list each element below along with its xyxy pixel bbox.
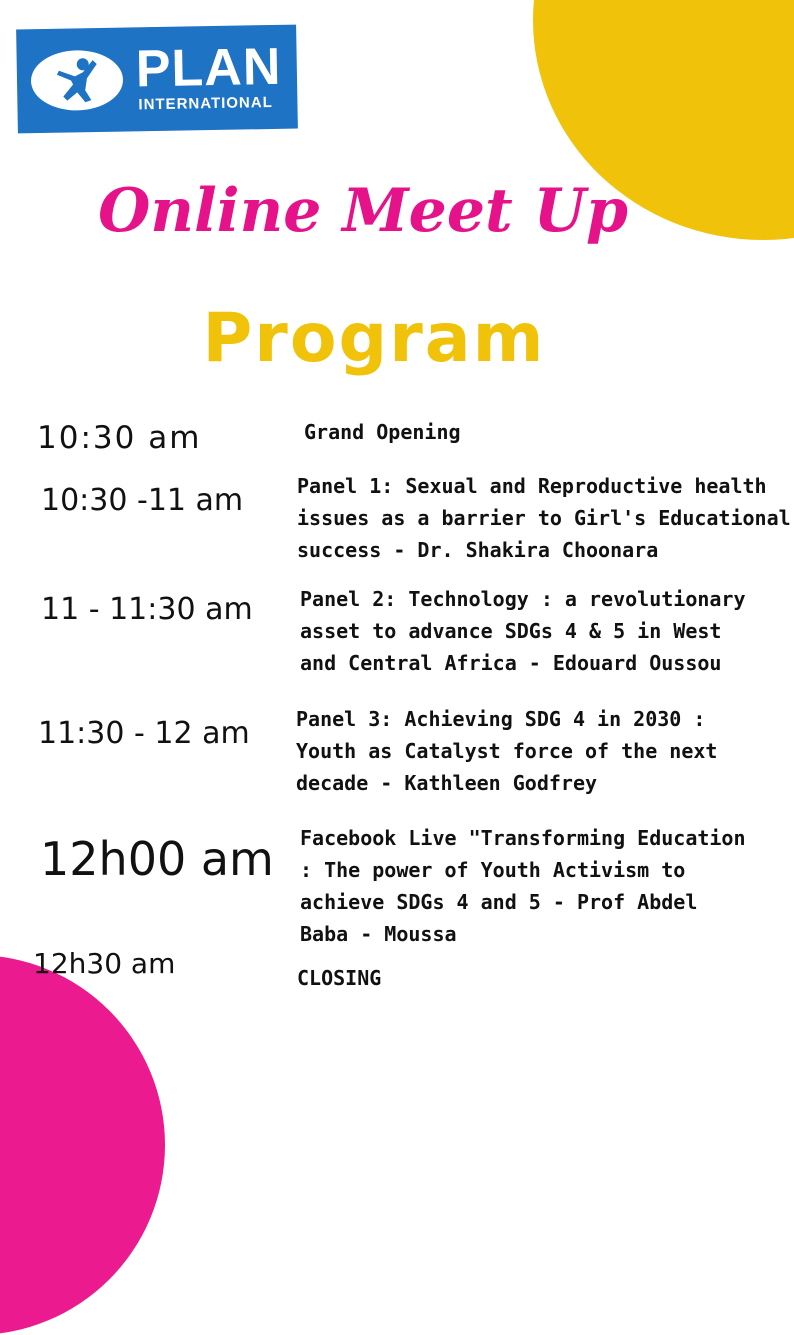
page-subtitle: Program bbox=[202, 299, 546, 378]
pink-circle-decoration bbox=[0, 955, 165, 1335]
desc-line: success - Dr. Shakira Choonara bbox=[297, 538, 659, 562]
desc-closing bbox=[297, 962, 381, 994]
desc-line: achieve SDGs 4 and 5 - Prof Abdel bbox=[300, 890, 698, 914]
desc-line: Panel 3: Achieving SDG 4 in 2030 : bbox=[296, 707, 706, 731]
logo-word: PLAN bbox=[135, 37, 282, 99]
desc-line: decade - Kathleen Godfrey bbox=[296, 771, 598, 795]
time-facebook-live: 12h00 am bbox=[40, 832, 274, 886]
desc-line: CLOSING bbox=[297, 966, 382, 990]
desc-line: : The power of Youth Activism to bbox=[300, 858, 686, 882]
time-opening: 10:30 am bbox=[37, 420, 202, 456]
desc-panel-1 bbox=[297, 470, 791, 566]
desc-line: Baba - Moussa bbox=[300, 922, 457, 946]
desc-panel-3 bbox=[296, 703, 717, 799]
desc-line: Panel 2: Technology : a revolutionary bbox=[300, 587, 746, 611]
desc-line: Facebook Live "Transforming Education bbox=[300, 826, 746, 850]
time-panel-2: 11 - 11:30 am bbox=[41, 592, 253, 627]
desc-panel-2 bbox=[300, 583, 746, 679]
logo-subword: INTERNATIONAL bbox=[138, 93, 273, 114]
desc-line: issues as a barrier to Girl's Educational bbox=[297, 506, 791, 530]
time-panel-1: 10:30 -11 am bbox=[41, 483, 244, 518]
desc-line: asset to advance SDGs 4 & 5 in West bbox=[300, 619, 722, 643]
time-closing: 12h30 am bbox=[33, 947, 176, 980]
desc-line: and Central Africa - Edouard Oussou bbox=[300, 651, 722, 675]
desc-opening bbox=[304, 416, 461, 448]
time-panel-3: 11:30 - 12 am bbox=[38, 716, 250, 751]
plan-international-logo bbox=[16, 25, 298, 134]
desc-facebook-live bbox=[300, 822, 746, 950]
desc-line: Youth as Catalyst force of the next bbox=[296, 739, 718, 763]
desc-line: Grand Opening bbox=[304, 420, 461, 444]
child-emblem-icon bbox=[30, 50, 123, 112]
desc-line: Panel 1: Sexual and Reproductive health bbox=[297, 474, 767, 498]
page-title: Online Meet Up bbox=[98, 176, 628, 246]
